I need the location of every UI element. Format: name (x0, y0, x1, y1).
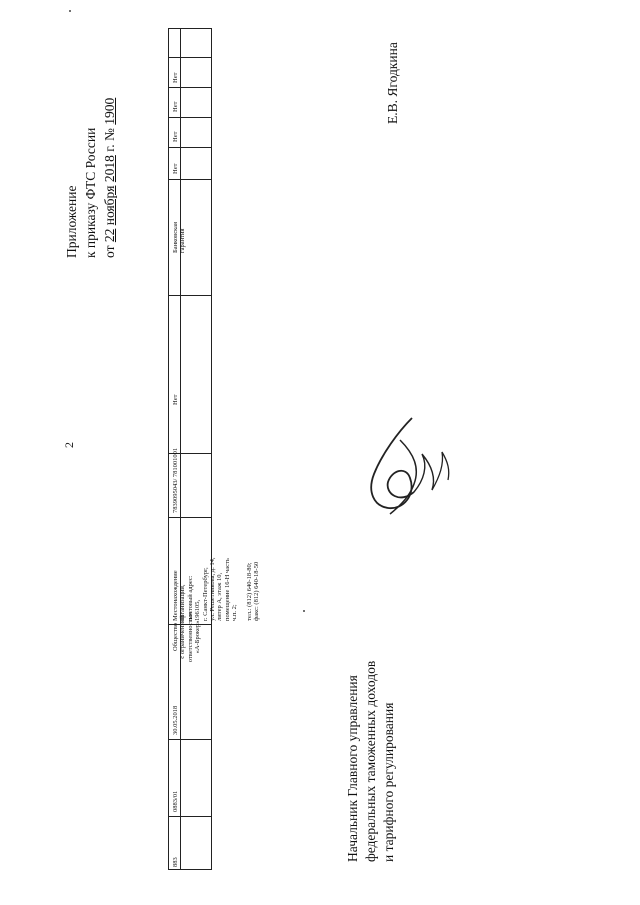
signatory-name: Е.В. Ягодкина (385, 42, 400, 124)
address-line: тел.: (812) 640-18-80; (246, 562, 254, 621)
cell-inn-kpp (172, 448, 179, 513)
org-name-line: с ограниченной (179, 615, 187, 659)
cell-certificate-number: 0883/01 (172, 790, 179, 812)
cell-date: 30.05.2018 (172, 705, 179, 735)
cell-col11: Нет (172, 101, 179, 112)
address-line: г. Санкт-Петербург, (201, 567, 209, 621)
cell-col12: Нет (172, 72, 179, 83)
table-divider (169, 179, 211, 180)
address-line: ч.п. 2; (231, 604, 239, 621)
signatory-title-line-1: Начальник Главного управления (345, 675, 360, 862)
table-divider (169, 57, 211, 58)
cell-col10: Нет (172, 131, 179, 142)
table-divider (169, 147, 211, 148)
appendix-order-line: к приказу ФТС России (83, 127, 98, 258)
scan-mark (303, 610, 305, 612)
table-divider (169, 117, 211, 118)
cell-col9: Нет (172, 163, 179, 174)
org-name-line: ответственностью (186, 611, 194, 663)
year-suffix: г. (102, 144, 117, 152)
guarantee-line: гарантия (179, 228, 187, 253)
scan-mark (69, 10, 71, 12)
guarantee-line: Банковская (172, 221, 179, 253)
registry-table (168, 28, 261, 870)
signatory-title-line-2: федеральных таможенных доходов (363, 660, 378, 862)
address-line: факс: (812) 640-18-50 (253, 561, 261, 621)
address-line: организации, (179, 584, 187, 621)
address-line: литер А, этаж 10, (216, 572, 224, 621)
cell-address (172, 558, 261, 621)
page-number: 2 (62, 442, 76, 448)
org-name-line: Общество (172, 622, 179, 652)
address-line: почтовый адрес: (186, 575, 194, 621)
order-month: ноября (102, 185, 117, 226)
appendix-heading (62, 98, 119, 258)
number-label: № (102, 128, 117, 141)
signatory-title (344, 661, 398, 862)
inn-kpp-text: 7839095043/ 781001001 (172, 447, 179, 513)
table-divider (169, 739, 211, 740)
appendix-title: Приложение (64, 185, 79, 258)
table-divider (169, 517, 211, 518)
table-divider (169, 295, 211, 296)
address-line (239, 558, 246, 621)
cell-col7: Нет (172, 394, 179, 405)
address-line: Местонахождение (172, 570, 179, 621)
table-divider (169, 816, 211, 817)
cell-registry-number: 883 (172, 857, 179, 867)
address-line: помещение 16-Н часть (223, 558, 231, 621)
signatory-title-line-3: и тарифного регулирования (381, 702, 396, 862)
table-divider (180, 29, 181, 869)
cell-guarantee-type (172, 222, 187, 253)
signature (352, 410, 462, 520)
appendix-date-line (100, 98, 119, 258)
order-year: 2018 (102, 155, 117, 183)
table-divider (169, 87, 211, 88)
address-line: ул. Решетникова, д. 14, (209, 557, 217, 621)
address-line: 196105, (194, 599, 202, 621)
order-day: 22 (102, 228, 117, 243)
date-prefix: от (102, 245, 117, 258)
org-name-line: «А-Брокер» (194, 620, 202, 654)
order-number: 1900 (102, 97, 117, 125)
